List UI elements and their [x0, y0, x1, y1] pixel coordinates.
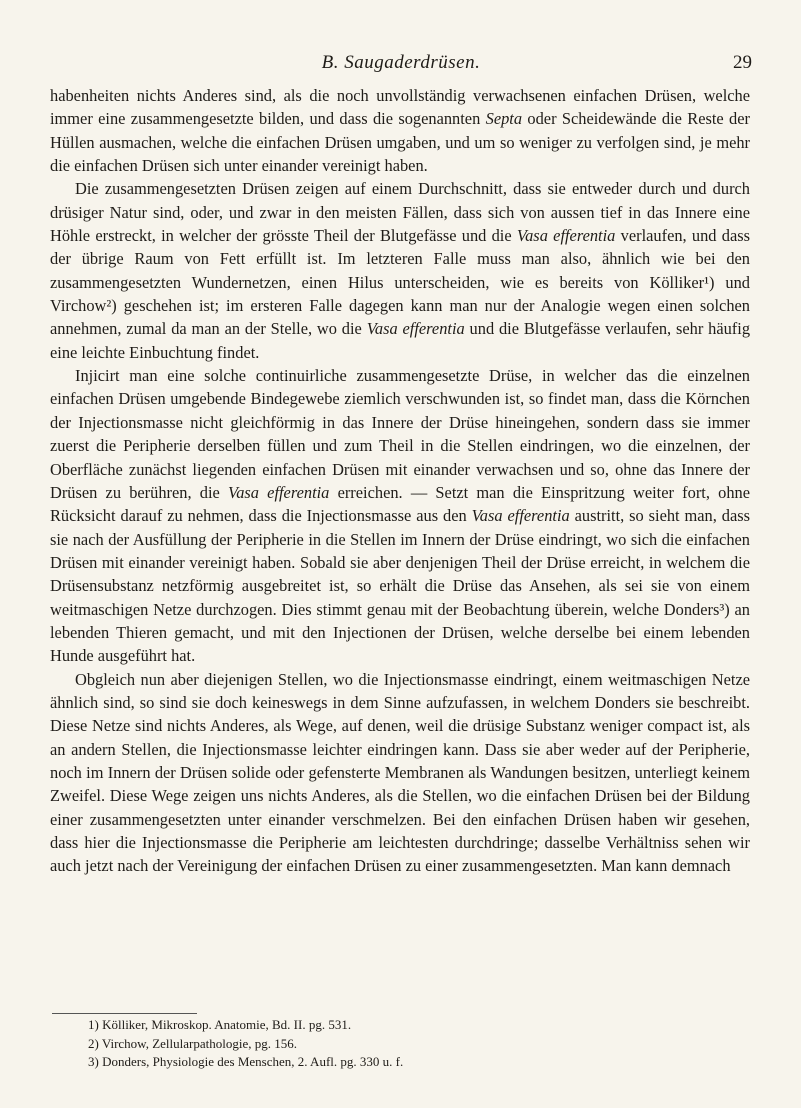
running-title: B. Saugaderdrüsen. — [321, 52, 481, 73]
footnote-2: 2) Virchow, Zellularpathologie, pg. 156. — [88, 1035, 297, 1051]
page-header — [50, 52, 752, 78]
paragraph-1: habenheiten nichts Anderes sind, als die noch unvollständig verwachsenen einfachen Drüsen, welche immer eine zusammengesetzte bilden, und dass die sogenannten Septa oder Scheidewände die Reste der Hüllen ausmachen, welche die einfachen Drüsen umgaben, und um so weniger zu verfolgen sind, je mehr die einfachen Drüsen sich unter einander vereinigt haben. — [50, 86, 750, 176]
paragraph-2: Die zusammengesetzten Drüsen zeigen auf einem Durchschnitt, dass sie entweder durch und durch drüsiger Natur sind, oder, und zwar in den meisten Fällen, dass sich von aussen tief in das Innere eine Höhle erstreckt, in welcher der grösste Theil der Blutgefässe und die Vasa efferentia verlaufen, und dass der übrige Raum von Fett erfüllt ist. Im letzteren Falle muss man also, ähnlich wie bei den zusammengesetzten Wundernetzen, einen Hilus unterscheiden, wie es bereits von Kölliker¹) und Virchow²) geschehen ist; im ersteren Falle dagegen kann man nur der Analogie wegen einen solchen annehmen, zumal da man an der Stelle, wo die Vasa efferentia und die Blutgefässe verlaufen, sehr häufig eine leichte Einbuchtung findet. — [50, 179, 751, 362]
footnote-1: 1) Kölliker, Mikroskop. Anatomie, Bd. II. pg. 531. — [88, 1017, 352, 1032]
footnote-divider — [52, 1013, 197, 1014]
footnotes — [88, 1016, 728, 1072]
paragraph-4: Obgleich nun aber diejenigen Stellen, wo die Injectionsmasse eindringt, einem weitmaschigen Netze ähnlich sind, so sind sie doch keineswegs in dem Sinne aufzufassen, in welchem Donders sie beschreibt. Diese Netze sind nichts Anderes, als Wege, auf denen, weil die drüsige Substanz weniger compact ist, als an andern Stellen, die Injectionsmasse leichter eindringen kann. Dass sie aber weder auf der Peripherie, noch im Innern der Drüsen solide oder gefensterte Membranen als Wandungen besitzen, unterliegt keinem Zweifel. Diese Wege zeigen uns nichts Anderes, als die Stellen, wo die einfachen Drüsen bei der Bildung einer zusammengesetzten unter einander verschmelzen. Bei den einfachen Drüsen haben wir gesehen, dass hier die Injectionsmasse die Peripherie am leichtesten durchdringe; dasselbe Verhältniss sehen wir auch jetzt nach der Vereinigung der einfachen Drüsen zu einer zusammengesetzten. Man kann demnach — [50, 669, 750, 876]
page-number: 29 — [733, 52, 752, 73]
body-text — [50, 84, 750, 878]
paragraph-3: Injicirt man eine solche continuirliche zusammengesetzte Drüse, in welcher das die einzelnen einfachen Drüsen umgebende Bindegewebe ziemlich verschwunden ist, so findet man, dass die Körnchen der Injectionsmasse nicht gleichförmig in das Innere der Drüse hineingehen, sondern dass sie immer zuerst die Peripherie derselben füllen und zum Theil in die Stellen eindringen, wo die einzelnen, der Oberfläche zunächst liegenden einfachen Drüsen mit einander verwachsen und so, ohne das Innere der Drüsen zu berühren, die Vasa efferentia erreichen. — Setzt man die Einspritzung weiter fort, ohne Rücksicht darauf zu nehmen, dass die Injectionsmasse aus den Vasa efferentia austritt, so sieht man, dass sie nach der Ausfüllung der Peripherie in die Stellen im Innern der Drüse eindringt, wo sich die einfachen Drüsen mit einander vereinigt haben. Sobald sie aber denjenigen Theil der Drüse erreicht, in welchem die Drüsensubstanz netzförmig ausgebreitet ist, so erhält die Drüse das Ansehen, als sei sie von einem weitmaschigen Netze durchzogen. Dies stimmt genau mit der Beobachtung überein, welche Donders³) an lebenden Thieren gemacht, und mit den Injectionen der Drüsen, welche derselbe bei einem lebenden Hunde ausgeführt hat. — [50, 366, 751, 666]
footnote-3: 3) Donders, Physiologie des Menschen, 2. Aufl. pg. 330 u. f. — [88, 1054, 404, 1070]
